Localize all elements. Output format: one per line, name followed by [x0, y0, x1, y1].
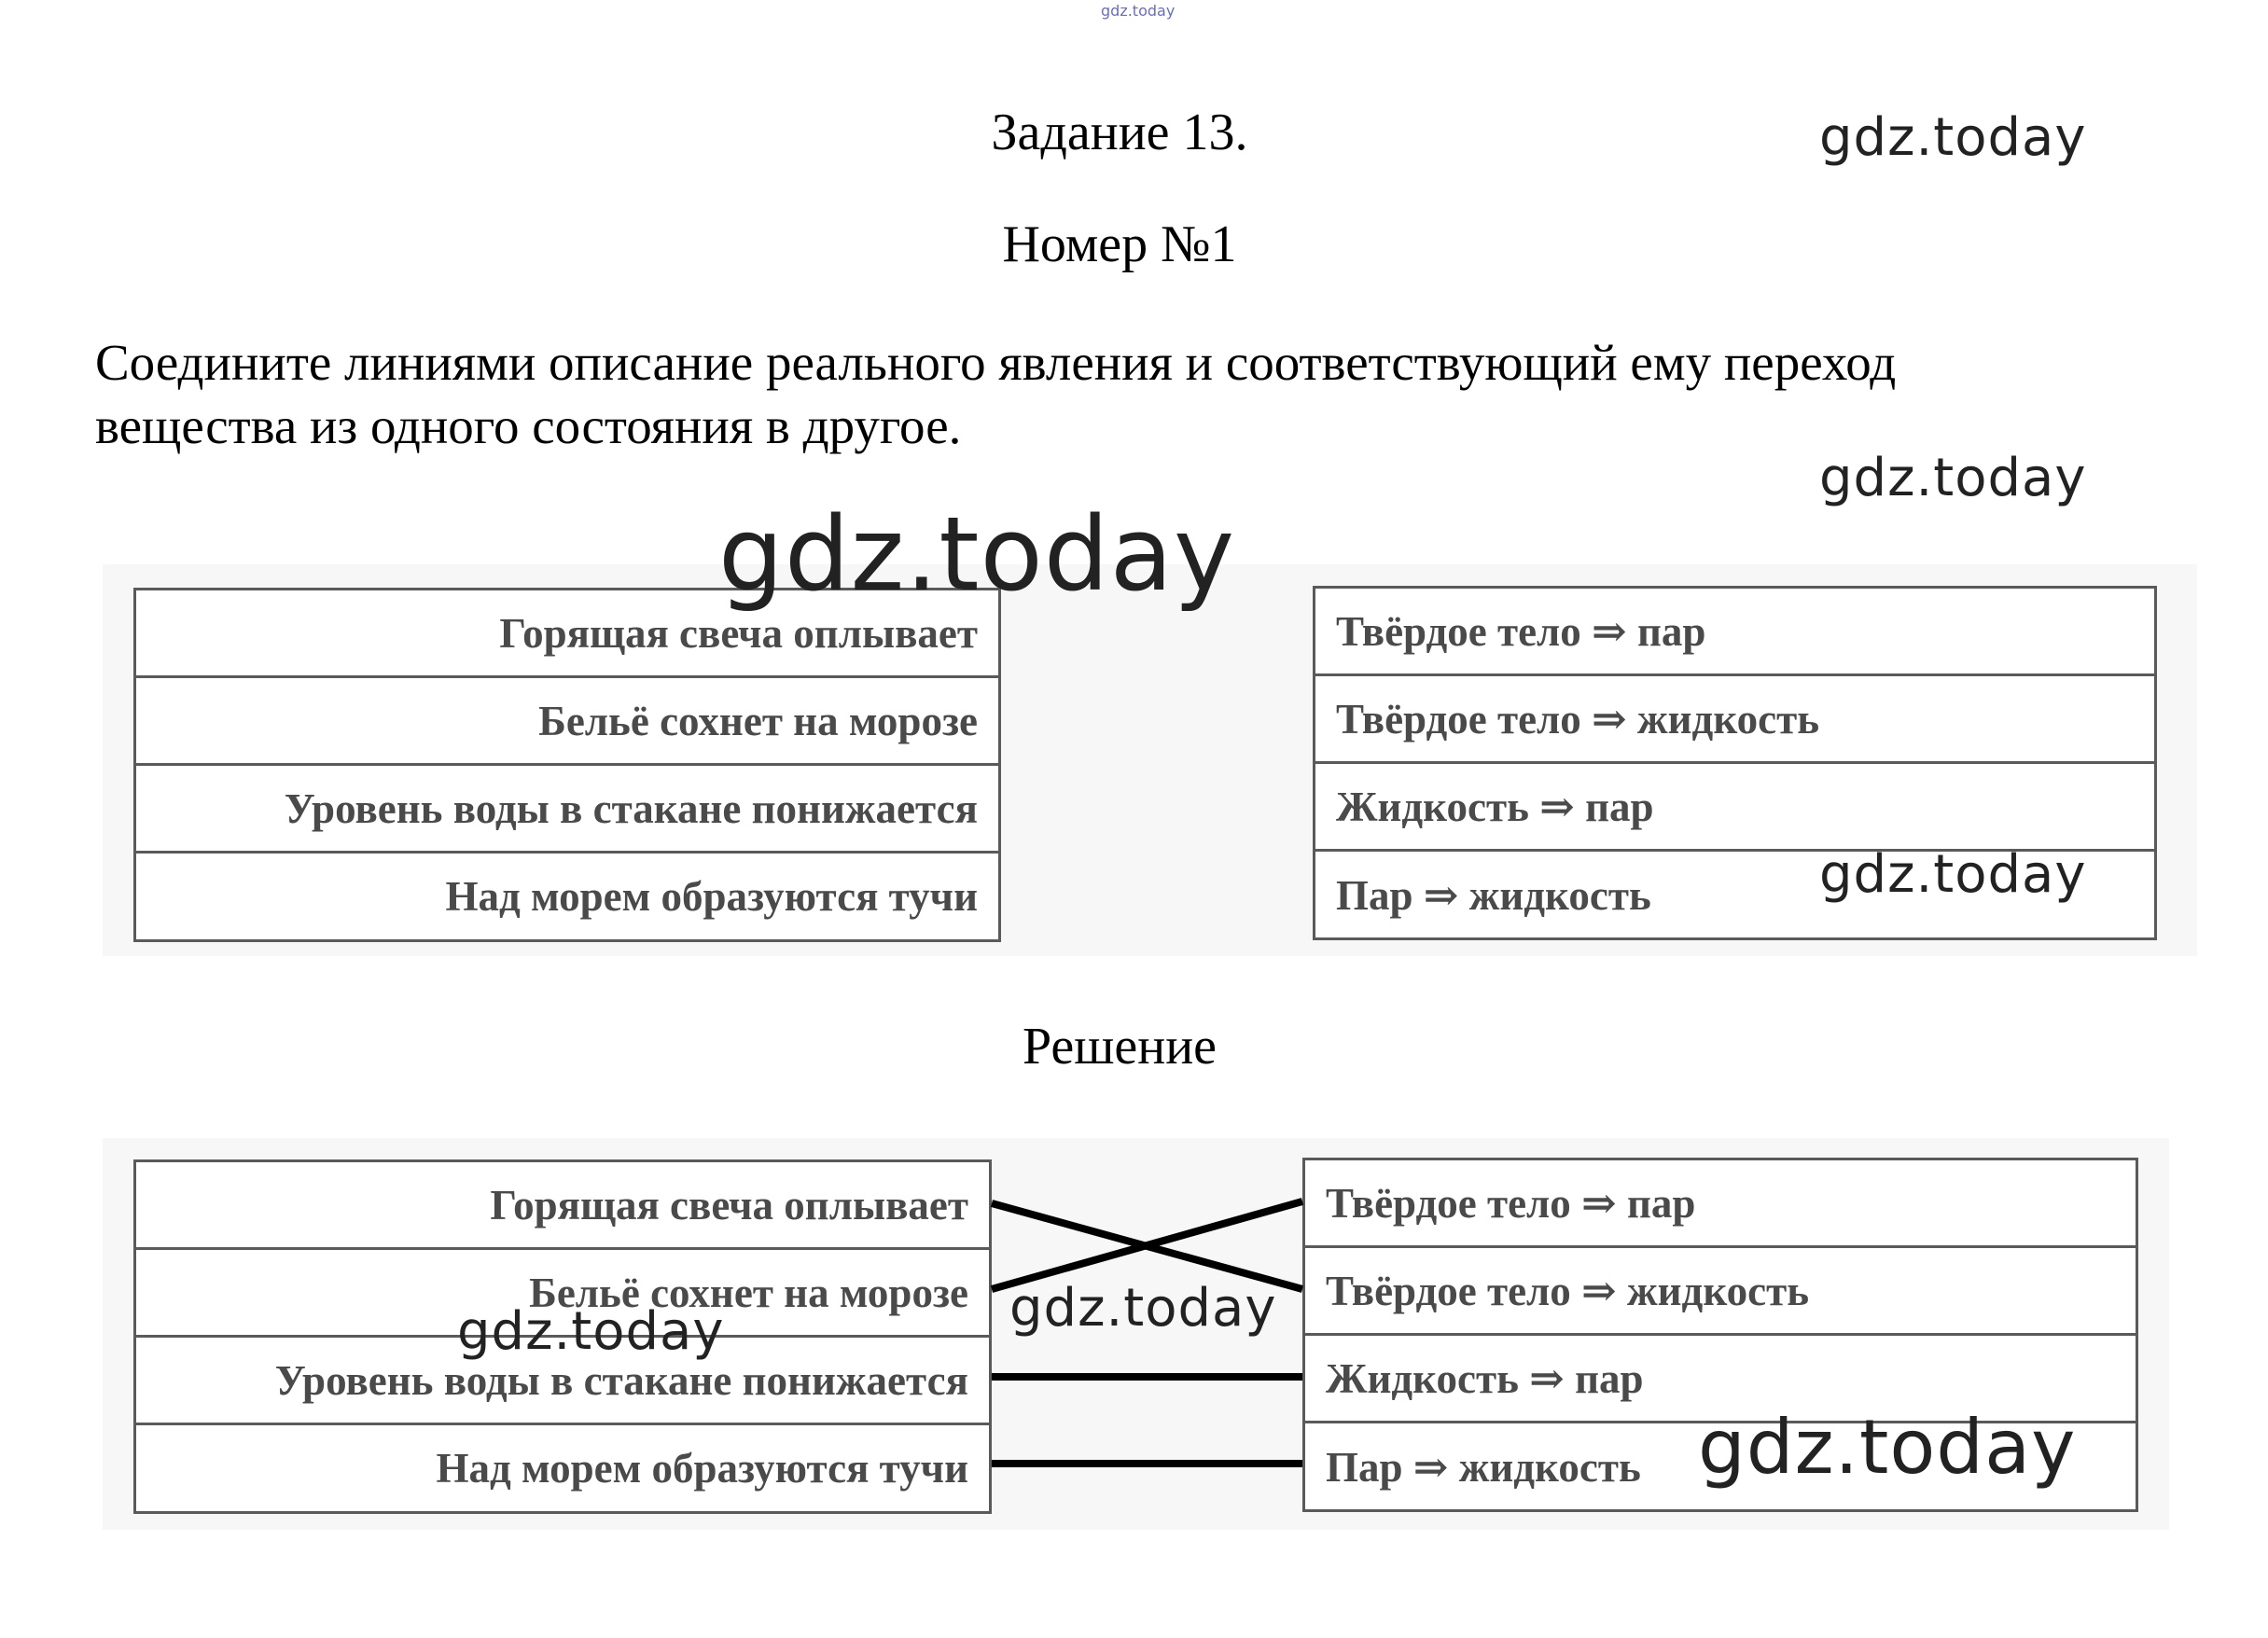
top-watermark: gdz.today: [1101, 2, 1176, 20]
solution-title: Решение: [1022, 1018, 1217, 1076]
list-item: Жидкость ⇒ пар: [1305, 1336, 2136, 1423]
task-number: Номер №1: [1002, 215, 1237, 273]
list-item: Горящая свеча оплывает: [136, 590, 998, 678]
watermark: gdz.today: [1819, 107, 2087, 168]
list-item: Уровень воды в стакане понижается: [136, 766, 998, 854]
list-item: Бельё сохнет на морозе: [136, 678, 998, 766]
list-item: Над морем образуются тучи: [445, 873, 978, 920]
list-item: Твёрдое тело ⇒ жидкость: [1305, 1248, 2136, 1336]
list-item: Твёрдое тело ⇒ жидкость: [1315, 676, 2154, 764]
task-title: Задание 13.: [991, 104, 1248, 161]
list-item: Пар ⇒ жидкость: [1326, 1443, 1641, 1491]
list-item: Пар ⇒ жидкость: [1336, 871, 1651, 919]
question-line-1: Соедините линиями описание реального явления и соответствующий ему переход: [95, 334, 1897, 391]
list-item: Твёрдое тело ⇒ пар: [1305, 1160, 2136, 1248]
list-item: Бельё сохнет на морозе: [136, 1250, 989, 1338]
watermark: gdz.today: [1698, 1404, 2077, 1491]
watermark: gdz.today: [1009, 1278, 1277, 1339]
list-item: Твёрдое тело ⇒ пар: [1315, 589, 2154, 676]
watermark: gdz.today: [1819, 844, 2087, 905]
list-item: Над морем образуются тучи: [436, 1445, 968, 1492]
question-line-2: вещества из одного состояния в другое.: [95, 397, 962, 454]
list-item: Жидкость ⇒ пар: [1315, 764, 2154, 852]
list-item: Горящая свеча оплывает: [136, 1162, 989, 1250]
watermark: gdz.today: [1819, 448, 2087, 508]
watermark: gdz.today: [457, 1301, 725, 1362]
list-item: Уровень воды в стакане понижается: [136, 1338, 989, 1425]
watermark: gdz.today: [718, 494, 1236, 614]
